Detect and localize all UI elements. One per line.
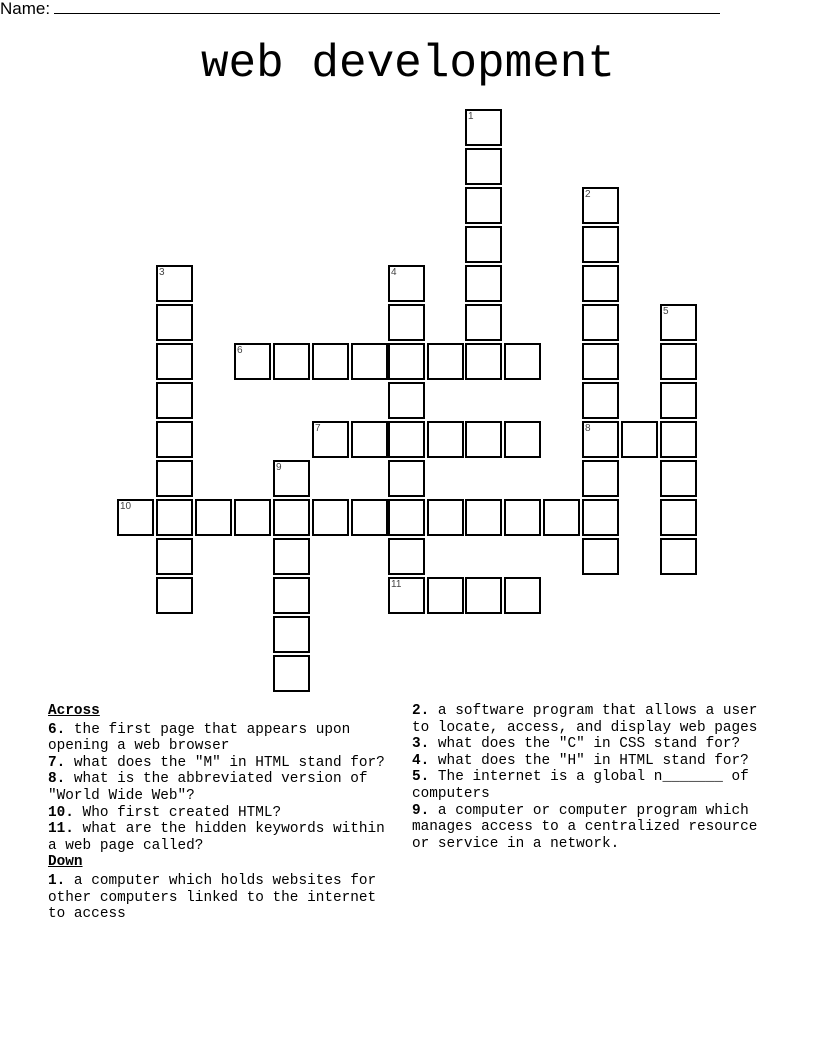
grid-cell[interactable] [660, 343, 697, 380]
grid-cell[interactable] [465, 499, 502, 536]
grid-cell[interactable] [504, 499, 541, 536]
grid-cell[interactable] [156, 421, 193, 458]
grid-cell[interactable] [660, 538, 697, 575]
grid-cell[interactable] [273, 655, 310, 692]
clue-number-label: 11. [48, 821, 74, 838]
grid-cell[interactable] [660, 304, 697, 341]
clue-text: what does the "C" in CSS stand for? [429, 736, 741, 753]
grid-cell[interactable] [427, 499, 464, 536]
grid-cell[interactable] [156, 538, 193, 575]
clue-7 [48, 755, 388, 772]
down-clue-list [48, 873, 388, 923]
grid-cell[interactable] [582, 304, 619, 341]
grid-cell[interactable] [504, 577, 541, 614]
grid-cell[interactable] [117, 499, 154, 536]
grid-cell[interactable] [465, 304, 502, 341]
clue-number: 1 [468, 111, 474, 122]
grid-cell[interactable] [312, 421, 349, 458]
clue-6 [48, 722, 388, 755]
clue-number-label: 3. [412, 736, 430, 753]
grid-cell[interactable] [388, 304, 425, 341]
grid-cell[interactable] [388, 538, 425, 575]
clue-number: 8 [585, 423, 591, 434]
clue-number-label: 6. [48, 721, 66, 738]
grid-cell[interactable] [660, 421, 697, 458]
grid-cell[interactable] [582, 499, 619, 536]
grid-cell[interactable] [427, 577, 464, 614]
grid-cell[interactable] [273, 616, 310, 653]
grid-cell[interactable] [234, 343, 271, 380]
grid-cell[interactable] [388, 577, 425, 614]
clue-text: a computer or computer program which manages access to a centralized resource or service in a network. [412, 802, 758, 852]
clue-number-label: 5. [412, 769, 430, 786]
clue-number: 11 [391, 579, 402, 590]
grid-cell[interactable] [156, 265, 193, 302]
grid-cell[interactable] [427, 343, 464, 380]
grid-cell[interactable] [388, 265, 425, 302]
clue-4 [412, 753, 772, 770]
grid-cell[interactable] [273, 577, 310, 614]
clue-number: 4 [391, 267, 397, 278]
down-heading: Down [48, 854, 83, 871]
clue-number: 6 [237, 345, 243, 356]
grid-cell[interactable] [156, 577, 193, 614]
grid-cell[interactable] [465, 343, 502, 380]
name-label: Name: [0, 0, 51, 18]
grid-cell[interactable] [312, 343, 349, 380]
clue-number-label: 4. [412, 752, 430, 769]
clue-number: 10 [120, 501, 132, 512]
clue-number-label: 1. [48, 872, 66, 889]
clue-number: 5 [663, 306, 669, 317]
clue-number: 2 [585, 189, 591, 200]
clue-8 [48, 771, 388, 804]
clues-left-column [48, 703, 388, 923]
clue-9 [412, 803, 772, 853]
clue-text: Who first created HTML? [73, 804, 282, 821]
grid-cell[interactable] [465, 265, 502, 302]
grid-cell[interactable] [234, 499, 271, 536]
clue-text: what are the hidden keywords within a web page called? [48, 821, 385, 854]
clue-number-label: 9. [412, 802, 430, 819]
grid-cell[interactable] [388, 343, 425, 380]
grid-cell[interactable] [465, 148, 502, 185]
grid-cell[interactable] [465, 577, 502, 614]
clue-text: what is the abbreviated version of "World Wide Web"? [48, 771, 368, 804]
grid-cell[interactable] [351, 421, 388, 458]
clue-text: the first page that appears upon opening a web browser [48, 721, 351, 755]
grid-cell[interactable] [504, 421, 541, 458]
grid-cell[interactable] [156, 460, 193, 497]
grid-cell[interactable] [351, 499, 388, 536]
clue-text: a software program that allows a user to locate, access, and display web pages [412, 703, 758, 736]
grid-cell[interactable] [621, 421, 658, 458]
grid-cell[interactable] [273, 343, 310, 380]
grid-cell[interactable] [582, 343, 619, 380]
grid-cell[interactable] [582, 187, 619, 224]
grid-cell[interactable] [156, 304, 193, 341]
grid-cell[interactable] [388, 382, 425, 419]
clue-5 [412, 769, 772, 802]
grid-cell[interactable] [427, 421, 464, 458]
grid-cell[interactable] [582, 538, 619, 575]
grid-cell[interactable] [582, 460, 619, 497]
clue-number-label: 2. [412, 703, 430, 719]
clue-1 [48, 873, 388, 923]
grid-cell[interactable] [312, 499, 349, 536]
grid-cell[interactable] [582, 226, 619, 263]
clue-number-label: 8. [48, 771, 66, 788]
grid-cell[interactable] [660, 499, 697, 536]
clue-2 [412, 703, 772, 736]
down-clue-list-continued [412, 703, 772, 852]
grid-cell[interactable] [195, 499, 232, 536]
clue-text: The internet is a global n_______ of computers [412, 769, 749, 802]
clue-11 [48, 821, 388, 854]
grid-cell[interactable] [351, 343, 388, 380]
grid-cell[interactable] [465, 421, 502, 458]
grid-cell[interactable] [388, 460, 425, 497]
grid-cell[interactable] [582, 421, 619, 458]
across-clue-list [48, 722, 388, 855]
clue-text: what does the "H" in HTML stand for? [429, 752, 749, 769]
grid-cell[interactable] [388, 421, 425, 458]
grid-cell[interactable] [465, 187, 502, 224]
grid-cell[interactable] [582, 382, 619, 419]
grid-cell[interactable] [388, 499, 425, 536]
clue-10 [48, 805, 388, 822]
grid-cell[interactable] [543, 499, 580, 536]
clue-number-label: 10. [48, 804, 74, 821]
clue-number: 7 [315, 423, 321, 434]
clue-text: a computer which holds websites for other computers linked to the internet to access [48, 872, 377, 923]
clue-3 [412, 736, 772, 753]
grid-cell[interactable] [273, 460, 310, 497]
grid-cell[interactable] [504, 343, 541, 380]
grid-cell[interactable] [465, 109, 502, 146]
puzzle-title: web development [200, 38, 616, 90]
grid-cell[interactable] [660, 382, 697, 419]
clues-right-column [412, 703, 772, 852]
grid-cell[interactable] [156, 382, 193, 419]
grid-cell[interactable] [156, 343, 193, 380]
grid-cell[interactable] [156, 499, 193, 536]
clue-text: what does the "M" in HTML stand for? [65, 754, 385, 771]
grid-cell[interactable] [465, 226, 502, 263]
grid-cell[interactable] [660, 460, 697, 497]
grid-cell[interactable] [273, 538, 310, 575]
clue-number: 3 [159, 267, 165, 278]
grid-cell[interactable] [582, 265, 619, 302]
clue-number: 9 [276, 462, 282, 473]
grid-cell[interactable] [273, 499, 310, 536]
clue-number-label: 7. [48, 754, 66, 771]
across-heading: Across [48, 703, 100, 719]
